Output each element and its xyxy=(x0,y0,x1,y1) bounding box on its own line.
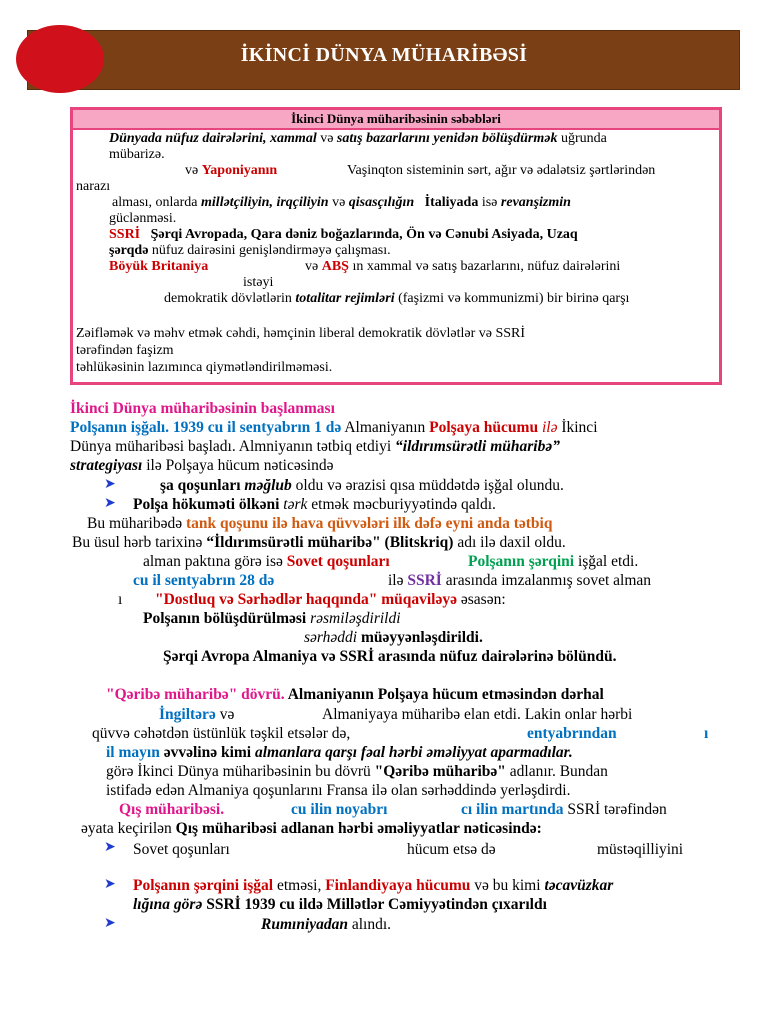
text: alması, onlarda xyxy=(112,195,202,210)
start-line-10 xyxy=(304,629,483,647)
text: və bu kimi xyxy=(470,877,545,894)
text: və xyxy=(328,195,349,210)
text: Polşa hökuməti ölkəni xyxy=(133,496,284,513)
text: əsasən: xyxy=(457,591,506,608)
causes-line-6: güclənməsi. xyxy=(109,211,177,226)
text: satış bazarlarını yenidən bölüşdürmək xyxy=(336,131,558,146)
arrow-bullet-icon: ➤ xyxy=(104,477,116,492)
text: məğlub xyxy=(244,477,292,494)
phony-line-3b: entyabrından xyxy=(527,725,617,742)
start-line-5 xyxy=(72,534,566,552)
text: Bu müharibədə xyxy=(87,515,187,532)
text: Polşanın bölüşdürülməsi xyxy=(143,610,311,627)
arrow-bullet-icon: ➤ xyxy=(104,840,116,855)
text: tərk xyxy=(283,496,308,513)
text: əvvəlinə kimi xyxy=(159,744,255,761)
causes-line-5 xyxy=(112,195,716,211)
causes-line-3a xyxy=(185,163,277,179)
causes-line-2: mübarizə. xyxy=(109,147,165,162)
phony-line-3a: qüvvə cəhətdən üstünlük təşkil etsələr də, xyxy=(92,725,351,742)
text: tank qoşunu ilə hava qüvvələri ilk dəfə eyni anda tətbiq xyxy=(186,515,553,532)
text: və xyxy=(185,163,202,178)
text: SSRİ 1939 cu ildə Millətlər Cəmiyyətindən çıxarıldı xyxy=(202,896,547,913)
text: və xyxy=(305,259,322,274)
text: almanlara qarşı fəal hərbi əməliyyat aparmadılar. xyxy=(254,744,573,761)
text: uğrunda xyxy=(557,131,607,146)
text: ABŞ xyxy=(321,259,349,274)
text: Polşanın şərqini işğal xyxy=(133,877,274,894)
winter-line-1c xyxy=(461,801,667,819)
text: Rumıniyadan xyxy=(261,916,348,933)
causes-line-8 xyxy=(109,243,391,259)
start-bullet-1 xyxy=(160,477,564,495)
phony-line-2b: Almaniyaya müharibə elan etdi. Lakin onlar hərbi xyxy=(322,706,633,723)
text: əyata keçirilən xyxy=(81,820,176,837)
text: "Qəribə müharibə" xyxy=(374,763,506,780)
text: ilə xyxy=(388,572,408,589)
text: ilə Polşaya hücum nəticəsində xyxy=(142,457,334,474)
winter-bullet-1a: Sovet qoşunları xyxy=(133,841,230,858)
phony-line-4 xyxy=(106,744,573,762)
text: rəsmiləşdirildi xyxy=(310,610,401,627)
phony-line-3c: ı xyxy=(704,725,709,742)
text: Qış müharibəsi adlanan hərbi əməliyyatlar nəticəsində: xyxy=(175,820,542,837)
text: işğal etdi. xyxy=(574,553,639,570)
winter-line-1a: Qış müharibəsi. xyxy=(119,801,225,818)
phony-line-5 xyxy=(106,763,608,781)
winter-bullet-1b: hücum etsə də xyxy=(407,841,496,858)
causes-line-1 xyxy=(109,131,607,147)
text: Almaniyanın Polşaya hücum etməsindən dərhal xyxy=(284,686,604,703)
winter-bullet-2-cont xyxy=(133,896,547,914)
text: revanşizmin xyxy=(500,195,571,210)
section-heading-start: İkinci Dünya müharibəsinin başlanması xyxy=(70,400,335,417)
text: Dünyada nüfuz dairələrini, xammal xyxy=(109,131,317,146)
text: SSRİ xyxy=(407,572,442,589)
text: alman paktına görə isə xyxy=(143,553,287,570)
text: (faşizmi və kommunizmi) bir birinə qarşı xyxy=(394,291,630,306)
causes-line-12: Zəifləmək və məhv etmək cəhdi, həmçinin liberal demokratik dövlətlər və SSRİ xyxy=(76,326,526,341)
phony-line-6: istifadə edən Almaniya qoşunlarını Fransa ilə olan sərhəddində yerləşdirdi. xyxy=(106,782,571,799)
text: nüfuz dairəsini genişləndirməyə çalışması. xyxy=(148,243,391,258)
text: "Dostluq və Sərhədlər haqqında" müqaviləyə xyxy=(155,591,457,608)
text: arasında imzalanmış sovet alman xyxy=(441,572,652,589)
text: alındı. xyxy=(348,916,392,933)
text: Şərqi Avropada, Qara dəniz boğazlarında, Ön və Cənubi Asiyada, Uzaq xyxy=(150,227,578,242)
start-line-7b xyxy=(388,572,651,590)
text: şa qoşunları xyxy=(160,477,245,494)
causes-line-9b xyxy=(305,259,620,275)
causes-line-9a xyxy=(109,259,208,275)
causes-line-3b: Vaşinqton sisteminin sərt, ağır və ədalətsiz şərtlərindən xyxy=(347,163,656,178)
causes-line-14: təhlükəsinin lazımınca qiymətləndirilməməsi. xyxy=(76,360,333,375)
start-line-8b xyxy=(155,591,506,609)
text: oldu və ərazisi qısa müddətdə işğal olundu. xyxy=(291,477,564,494)
phony-line-1 xyxy=(106,686,604,704)
text: “ildırımsürətli müharibə” xyxy=(395,438,560,455)
text: şərqdə xyxy=(109,243,149,258)
text: Finlandiyaya hücumu xyxy=(325,877,471,894)
text: totalitar rejimləri xyxy=(295,291,395,306)
text: Böyük Britaniya xyxy=(109,259,209,274)
winter-bullet-3 xyxy=(261,916,391,934)
text: Dünya müharibəsi başladı. Almniyanın tətbiq etdiyi xyxy=(70,438,396,455)
text: isə xyxy=(478,195,501,210)
start-line-11: Şərqi Avropa Almaniya və SSRİ arasında nüfuz dairələrinə bölündü. xyxy=(163,648,617,665)
arrow-bullet-icon: ➤ xyxy=(104,877,116,892)
text: strategiyası xyxy=(70,457,143,474)
text: İtaliyada xyxy=(424,195,479,210)
start-line-7a: cu il sentyabrın 28 də xyxy=(133,572,275,589)
text: Bu üsul hərb tarixinə xyxy=(72,534,207,551)
text: müəyyənləşdirildi. xyxy=(357,629,483,646)
text: təcavüzkar xyxy=(544,877,614,894)
winter-line-2 xyxy=(81,820,542,838)
text: adı ilə daxil oldu. xyxy=(453,534,566,551)
start-line-2 xyxy=(70,438,560,456)
winter-bullet-1c: müstəqilliyini xyxy=(597,841,684,858)
causes-line-13: tərəfindən faşizm xyxy=(76,343,174,358)
text: demokratik dövlətlərin xyxy=(164,291,296,306)
winter-line-1b: cu ilin noyabrı xyxy=(291,801,388,818)
start-bullet-2 xyxy=(133,496,496,514)
text: millətçiliyin, irqçiliyin xyxy=(201,195,329,210)
start-line-8a: ı xyxy=(118,591,123,608)
winter-bullet-2 xyxy=(133,877,613,895)
causes-header: İkinci Dünya müharibəsinin səbəbləri xyxy=(73,110,719,130)
start-line-6b xyxy=(468,553,638,571)
causes-line-10: istəyi xyxy=(243,275,274,290)
start-line-6a xyxy=(143,553,390,571)
text: Polşanın şərqini xyxy=(468,553,575,570)
text: etməsi, xyxy=(273,877,326,894)
text: SSRİ xyxy=(109,227,141,242)
text: görə İkinci Dünya müharibəsinin bu dövrü xyxy=(106,763,375,780)
text: Yaponiyanın xyxy=(201,163,278,178)
text: Polşanın işğalı. 1939 cu il sentyabrın 1 də xyxy=(70,419,342,436)
text: qisasçılığın xyxy=(348,195,415,210)
arrow-bullet-icon: ➤ xyxy=(104,916,116,931)
arrow-bullet-icon: ➤ xyxy=(104,496,116,511)
text: və xyxy=(215,706,235,723)
text: ın xammal və satış bazarlarını, nüfuz dairələrini xyxy=(348,259,621,274)
text: il mayın xyxy=(106,744,160,761)
text: "Qəribə müharibə" dövrü. xyxy=(106,686,285,703)
text: lığına görə xyxy=(133,896,203,913)
text: Polşaya hücumu xyxy=(429,419,539,436)
text: Almaniyanın xyxy=(341,419,430,436)
text: ilə xyxy=(538,419,558,436)
phony-line-2a xyxy=(159,706,234,724)
text: İngiltərə xyxy=(159,706,216,723)
text: İkinci xyxy=(557,419,598,436)
text: SSRİ tərəfindən xyxy=(563,801,667,818)
text: sərhəddi xyxy=(304,629,358,646)
text: cı ilin martında xyxy=(461,801,564,818)
causes-line-11 xyxy=(164,291,629,307)
text: adlanır. Bundan xyxy=(505,763,608,780)
causes-line-7 xyxy=(109,227,578,243)
start-line-9 xyxy=(143,610,401,628)
start-line-3 xyxy=(70,457,333,475)
text: və xyxy=(316,131,337,146)
start-line-4 xyxy=(87,515,552,533)
page-title: İKİNCİ DÜNYA MÜHARİBƏSİ xyxy=(240,44,528,66)
causes-line-4: narazı xyxy=(76,179,111,194)
start-line-1 xyxy=(70,419,598,437)
text: “İldırımsürətli müharibə" (Blitskriq) xyxy=(206,534,454,551)
text: etmək məcburiyyətində qaldı. xyxy=(307,496,496,513)
text: Sovet qoşunları xyxy=(286,553,390,570)
